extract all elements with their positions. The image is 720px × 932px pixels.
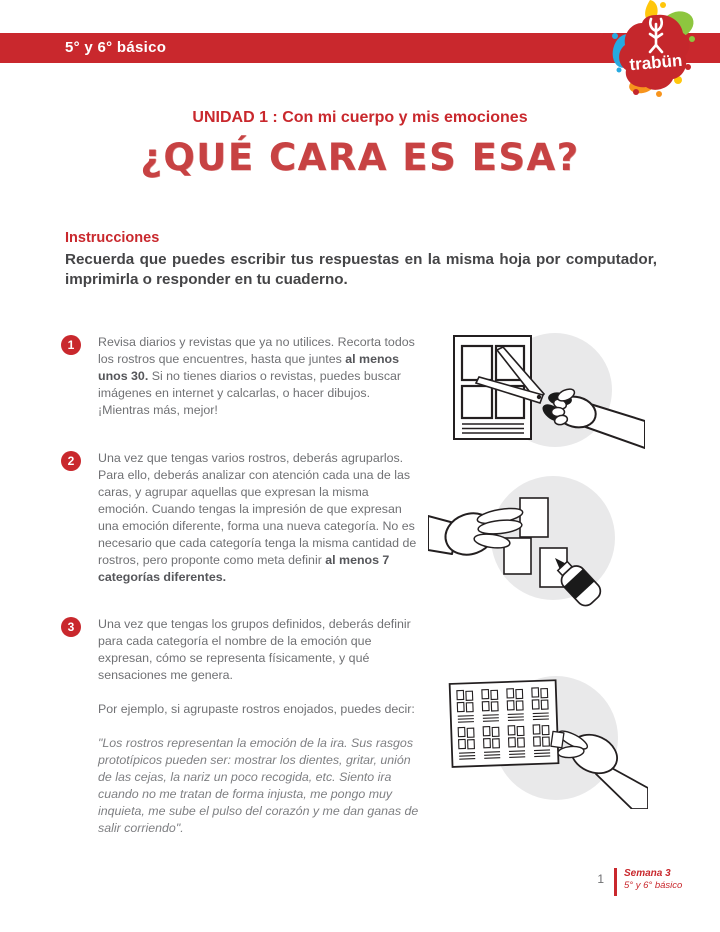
step-3 [61,616,420,837]
trabun-logo [606,0,706,100]
header-grade-label: 5° y 6° básico [65,39,167,56]
hand-gluing-cards-icon [428,456,640,614]
step-2 [61,450,420,586]
step-2-text [98,450,420,586]
step-3-text [98,616,420,837]
step-1-text-start: Revisa diarios y revistas que ya no utilices. Recorta todos los rostros que encuentres, hasta que juntes [98,335,415,366]
scissors-cutting-newspaper-icon [440,326,645,451]
step-2-number-badge: 2 [61,451,81,471]
step-1-text-bold: al menos unos 30. [98,351,399,383]
sorted-faces-sheet-icon [436,662,648,809]
faces-sheet-graphic [450,680,559,767]
footer-meta [624,868,682,891]
page-number: 1 [597,872,604,886]
step-1-number-badge: 1 [61,335,81,355]
step-3-number-badge: 3 [61,617,81,637]
step-1-text [98,334,420,419]
picked-card-graphic [551,731,564,747]
instructions-body: Recuerda que puedes escribir tus respuestas en la misma hoja por computador, imprimirla o responder en tu cuaderno. [65,251,657,288]
footer-divider [614,868,617,896]
step-3-paragraph-1: Una vez que tengas los grupos definidos, deberás definir para cada categoría el nombre de la emoción que expresan, cómo se representa físicamente, y qué sensaciones me genera. [98,617,411,682]
page-title: ¿QUÉ CARA ES ESA? [140,136,580,179]
step-3-paragraph-2: Por ejemplo, si agrupaste rostros enojados, puedes decir: [98,701,415,716]
step-2-text-start: Una vez que tengas varios rostros, deberás agruparlos. Para ello, deberás analizar con atención cada una de las caras, y agrupar aquellas que expresan la misma emoción. Cuando tengas la impresión de que expresan una emoción diferente, forma una nueva categoría. No es necesario que cada categoría tenga la misma cantidad de rostros, pero proponte como meta definir [98,451,417,567]
instructions-heading: Instrucciones [65,230,160,246]
step-1-text-end: Si no tienes diarios o revistas, puedes buscar imágenes en internet y calcarlas, o hacer dibujos. ¡Mientras más, mejor! [98,368,402,417]
logo-wordmark: trabün [628,50,684,75]
step-3-example-quote: "Los rostros representan la emoción de la ira. Sus rasgos prototípicos pueden ser: mostrar los dientes, gritar, unión de las cejas, la nariz un poco recogida, etc. Siento ira cuando no me tratan de forma injusta, me pongo muy inquieta, me sube el pulso del corazón y me dan ganas de salir corriendo". [98,735,419,835]
footer-grade-label: 5° y 6° básico [624,880,683,891]
step-2-text-bold: al menos 7 categorías diferentes. [98,552,390,584]
instructions-section [65,230,657,290]
footer-week-label: Semana 3 [624,868,671,879]
unit-title: UNIDAD 1 : Con mi cuerpo y mis emociones [192,109,528,126]
step-1 [61,334,420,419]
